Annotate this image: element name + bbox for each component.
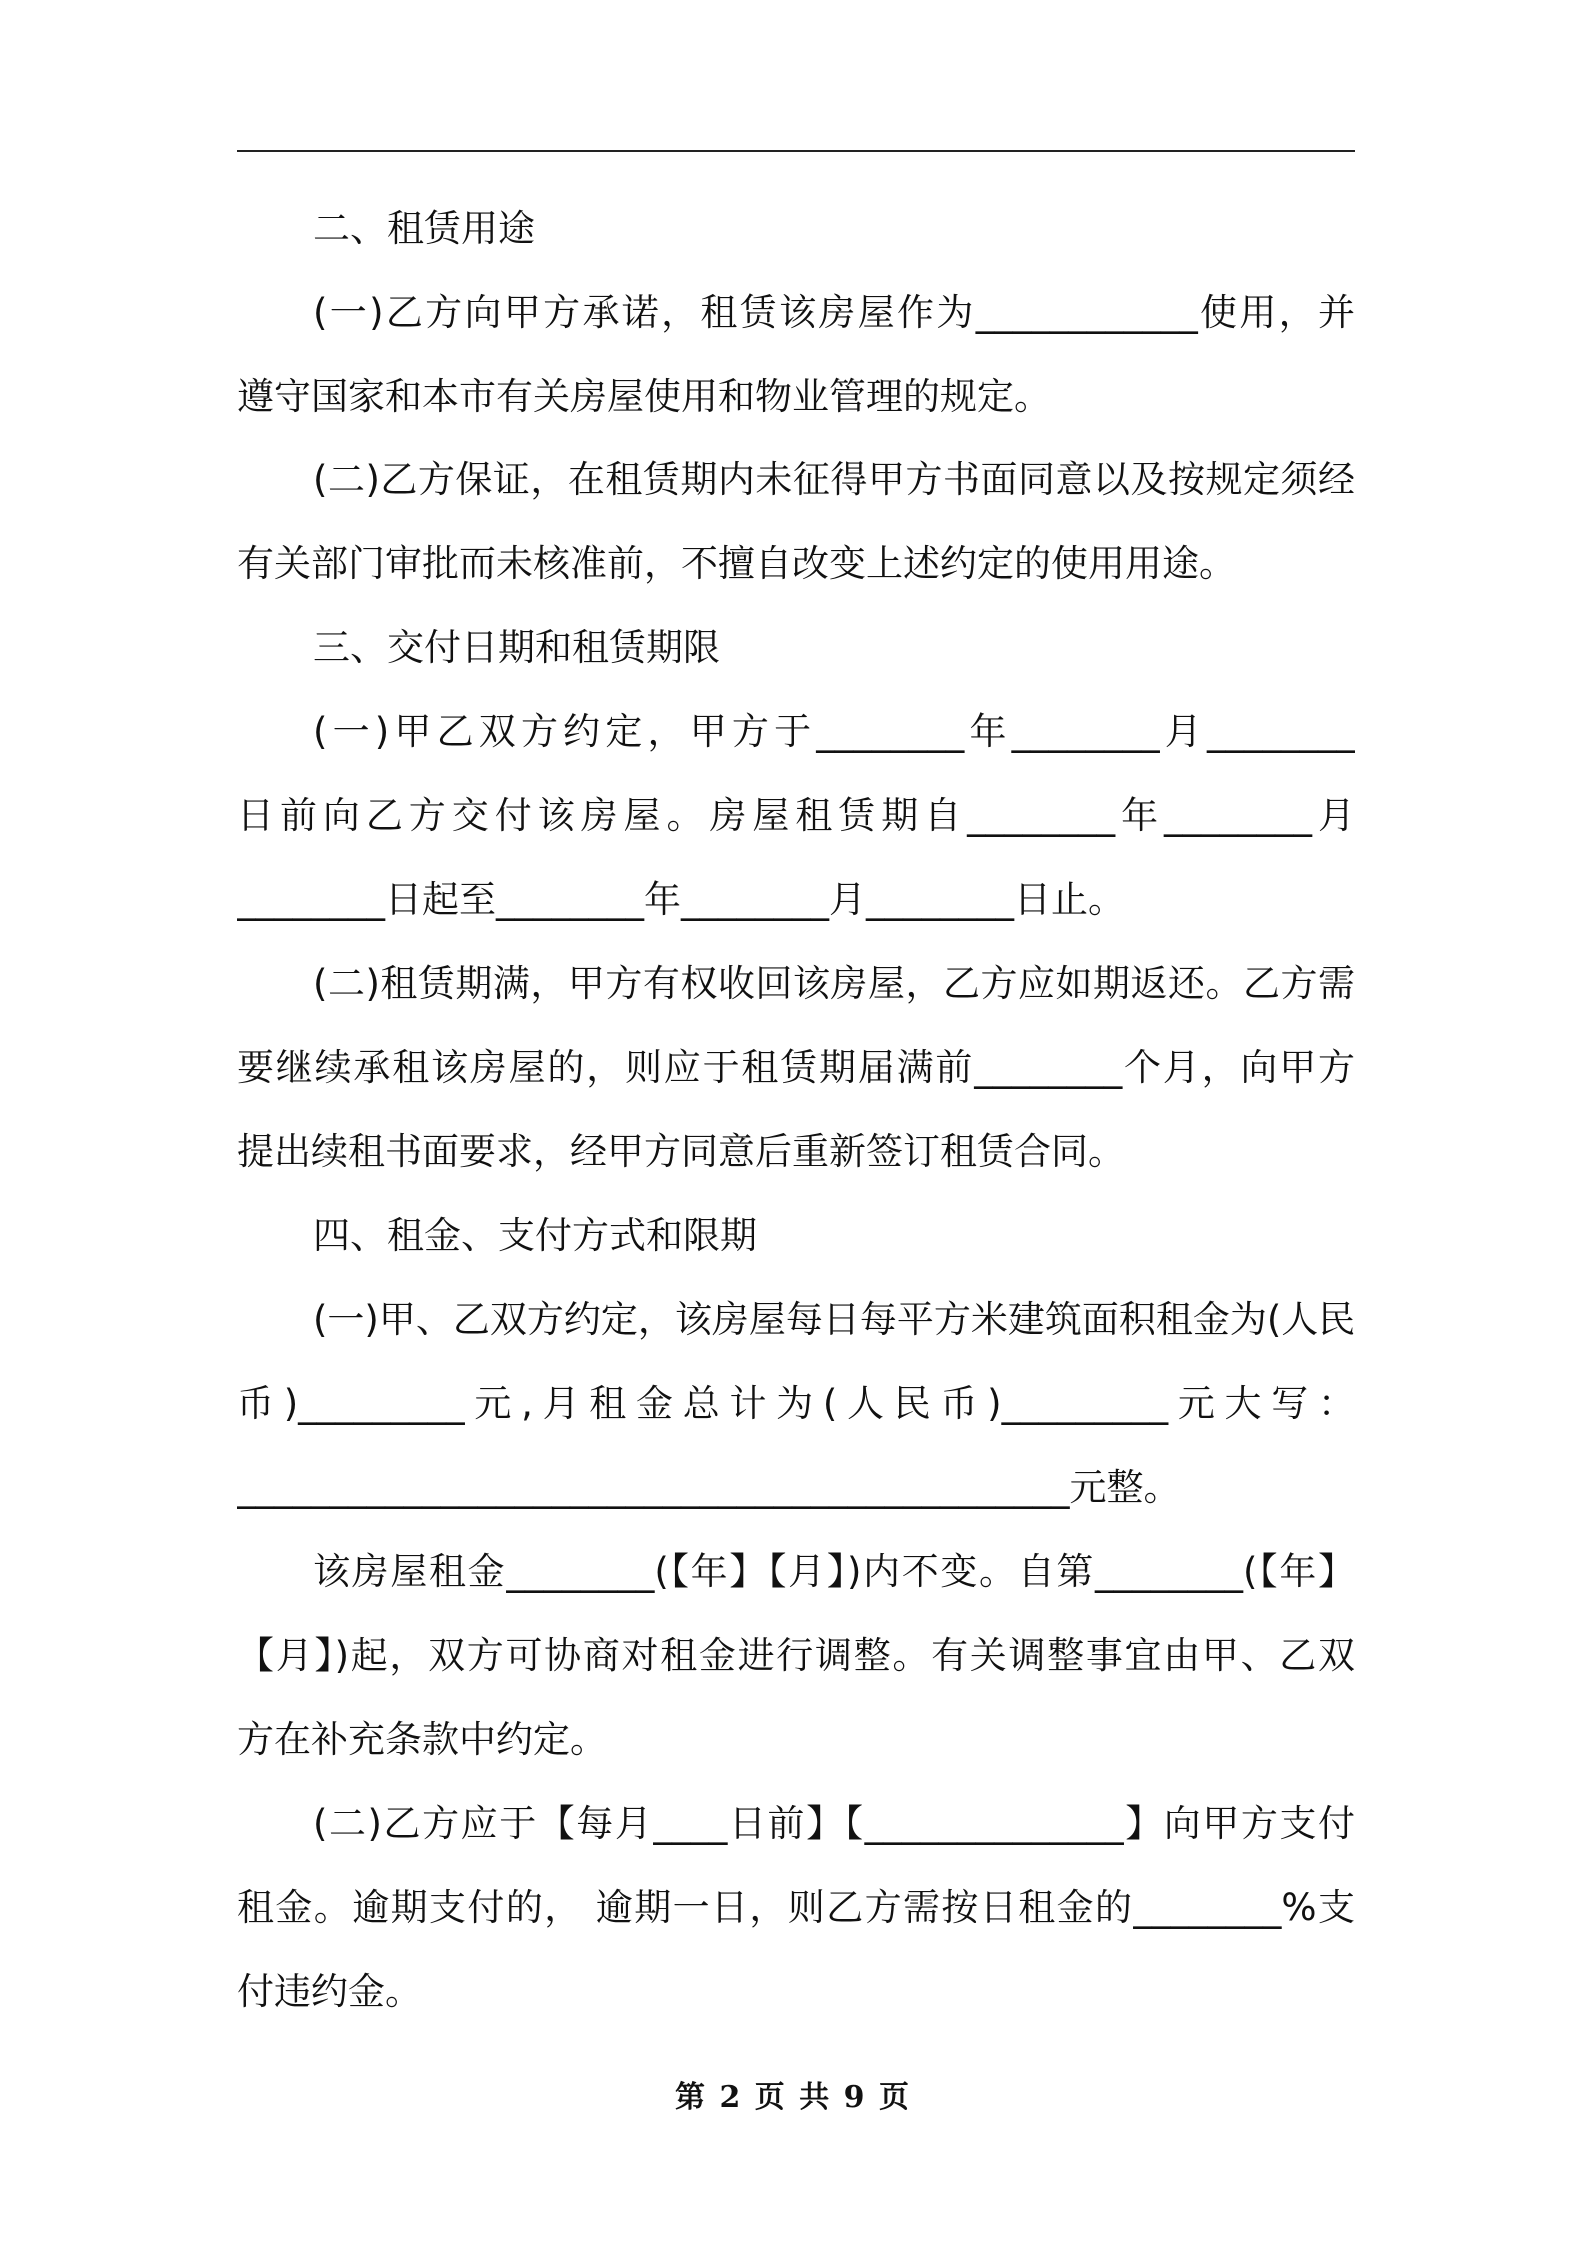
paragraph-line: 该房屋租金________(【年】【月】)内不变。自第________(【年】 — [313, 1550, 1355, 1593]
paragraph-line: (二)租赁期满，甲方有权收回该房屋，乙方应如期返还。乙方需 — [313, 962, 1355, 1005]
paragraph-line: 【月】)起，双方可协商对租金进行调整。有关调整事宜由甲、乙双 — [237, 1634, 1355, 1677]
paragraph-line: (二)乙方保证，在租赁期内未征得甲方书面同意以及按规定须经 — [313, 458, 1355, 501]
paragraph-line: 有关部门审批而未核准前，不擅自改变上述约定的使用用途。 — [237, 542, 1236, 585]
paragraph-line: 遵守国家和本市有关房屋使用和物业管理的规定。 — [237, 375, 1051, 418]
paragraph-line: 日前向乙方交付该房屋。房屋租赁期自________年________月 — [237, 794, 1355, 837]
paragraph-line: _____________________________________________元整。 — [237, 1466, 1181, 1509]
paragraph-line: 币)_________元,月租金总计为(人民币)_________元大写： — [237, 1382, 1355, 1425]
section-heading: 四、租金、支付方式和限期 — [313, 1214, 757, 1257]
paragraph-line: (一)甲、乙双方约定，该房屋每日每平方米建筑面积租金为(人民 — [313, 1298, 1355, 1341]
paragraph-line: (二)乙方应于【每月____日前】【______________】向甲方支付 — [313, 1802, 1355, 1845]
paragraph-line: 租金。逾期支付的， 逾期一日，则乙方需按日租金的________%支 — [237, 1886, 1355, 1929]
section-heading: 三、交付日期和租赁期限 — [313, 626, 720, 669]
paragraph-line: (一)乙方向甲方承诺，租赁该房屋作为____________使用，并 — [313, 291, 1355, 334]
paragraph-line: 提出续租书面要求，经甲方同意后重新签订租赁合同。 — [237, 1130, 1125, 1173]
paragraph-line: (一)甲乙双方约定，甲方于________年________月________ — [313, 710, 1355, 753]
paragraph-line: 方在补充条款中约定。 — [237, 1718, 607, 1761]
paragraph-line: ________日起至________年________月________日止。 — [237, 878, 1125, 921]
paragraph-line: 付违约金。 — [237, 1970, 422, 2013]
section-heading: 二、租赁用途 — [313, 207, 535, 250]
paragraph-line: 要继续承租该房屋的，则应于租赁期届满前________个月，向甲方 — [237, 1046, 1355, 1089]
header-rule — [237, 150, 1355, 152]
page-number: 第 2 页 共 9 页 — [675, 2080, 911, 2115]
